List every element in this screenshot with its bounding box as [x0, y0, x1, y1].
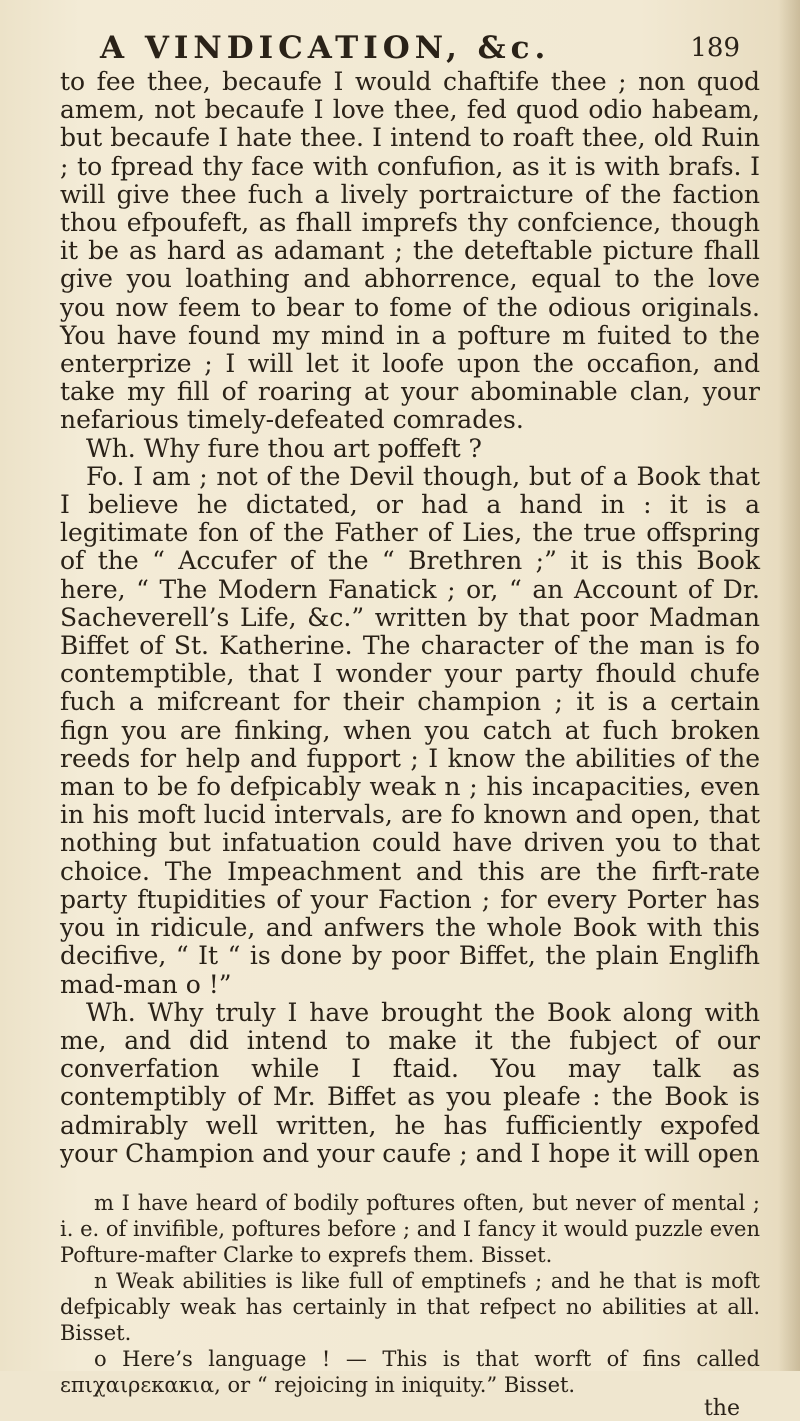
page-number: 189	[690, 33, 740, 63]
main-text	[60, 68, 760, 1168]
paragraph: Wh. Why fure thou art poffeft ?	[86, 433, 482, 463]
paragraph: to fee thee, becaufe I would chaftife thee ; non quod amem, not becaufe I love thee, fed quod odio habeam, but becaufe I hate thee. I intend to roaft thee, old Ruin ; to fpread thy face with confufion, as it is with brafs. I will give thee fuch a lively portraicture of the faction thou efpoufeft, as fhall imprefs thy confcience, though it be as hard as adamant ; the deteftable picture fhall give you loathing and abhorrence, equal to the love you now feem to bear to fome of the odious originals. You have found my mind in a pofture m fuited to the enterprize ; I will let it loofe upon the occafion, and take my fill of roaring at your abominable clan, your nefarious timely-defeated comrades.	[60, 67, 760, 435]
running-header	[100, 28, 760, 68]
footnote: o Here’s language ! — This is that worft of fins called επιχαιρεκακια, or “ rejoicing in iniquity.” Bisset.	[60, 1346, 760, 1397]
footnotes	[60, 1190, 760, 1398]
paragraph: Fo. I am ; not of the Devil though, but of a Book that I believe he dictated, or had a hand in : it is a legitimate fon of the Father of Lies, the true offspring of the “ Accufer of the “ Brethren ;” it is this Book here, “ The Modern Fanatick ; or, “ an Account of Dr. Sacheverell’s Life, &c.” written by that poor Madman Biffet of St. Katherine. The character of the man is fo contemptible, that I wonder your party fhould chufe fuch a mifcreant for their champion ; it is a certain fign you are finking, when you catch at fuch broken reeds for help and fupport ; I know the abilities of the man to be fo defpicably weak n ; his incapacities, even in his moft lucid intervals, are fo known and open, that nothing but infatuation could have driven you to that choice. The Impeachment and this are the firft-rate party ftupidities of your Faction ; for every Porter has you in ridicule, and anfwers the whole Book with this decifive, “ It “ is done by poor Biffet, the plain Englifh mad-man o !”	[60, 461, 760, 999]
footnote: m I have heard of bodily poftures often, but never of mental ; i. e. of invifible, poftures before ; and I fancy it would puzzle even Pofture-mafter Clarke to exprefs them. Bisset.	[60, 1190, 760, 1267]
page-edge	[778, 0, 800, 1371]
catchword: the	[703, 1395, 740, 1421]
running-title: A VINDICATION, &c.	[100, 30, 551, 66]
footnote: n Weak abilities is like full of emptinefs ; and he that is moft defpicably weak has certainly in that refpect no abilities at all. Bisset.	[60, 1268, 760, 1345]
paragraph: Wh. Why truly I have brought the Book along with me, and did intend to make it the fubject of our converfation while I ftaid. You may talk as contemptibly of Mr. Biffet as you pleafe : the Book is admirably well written, he has fufficiently expofed your Champion and your caufe ; and I hope it will open	[60, 997, 760, 1168]
